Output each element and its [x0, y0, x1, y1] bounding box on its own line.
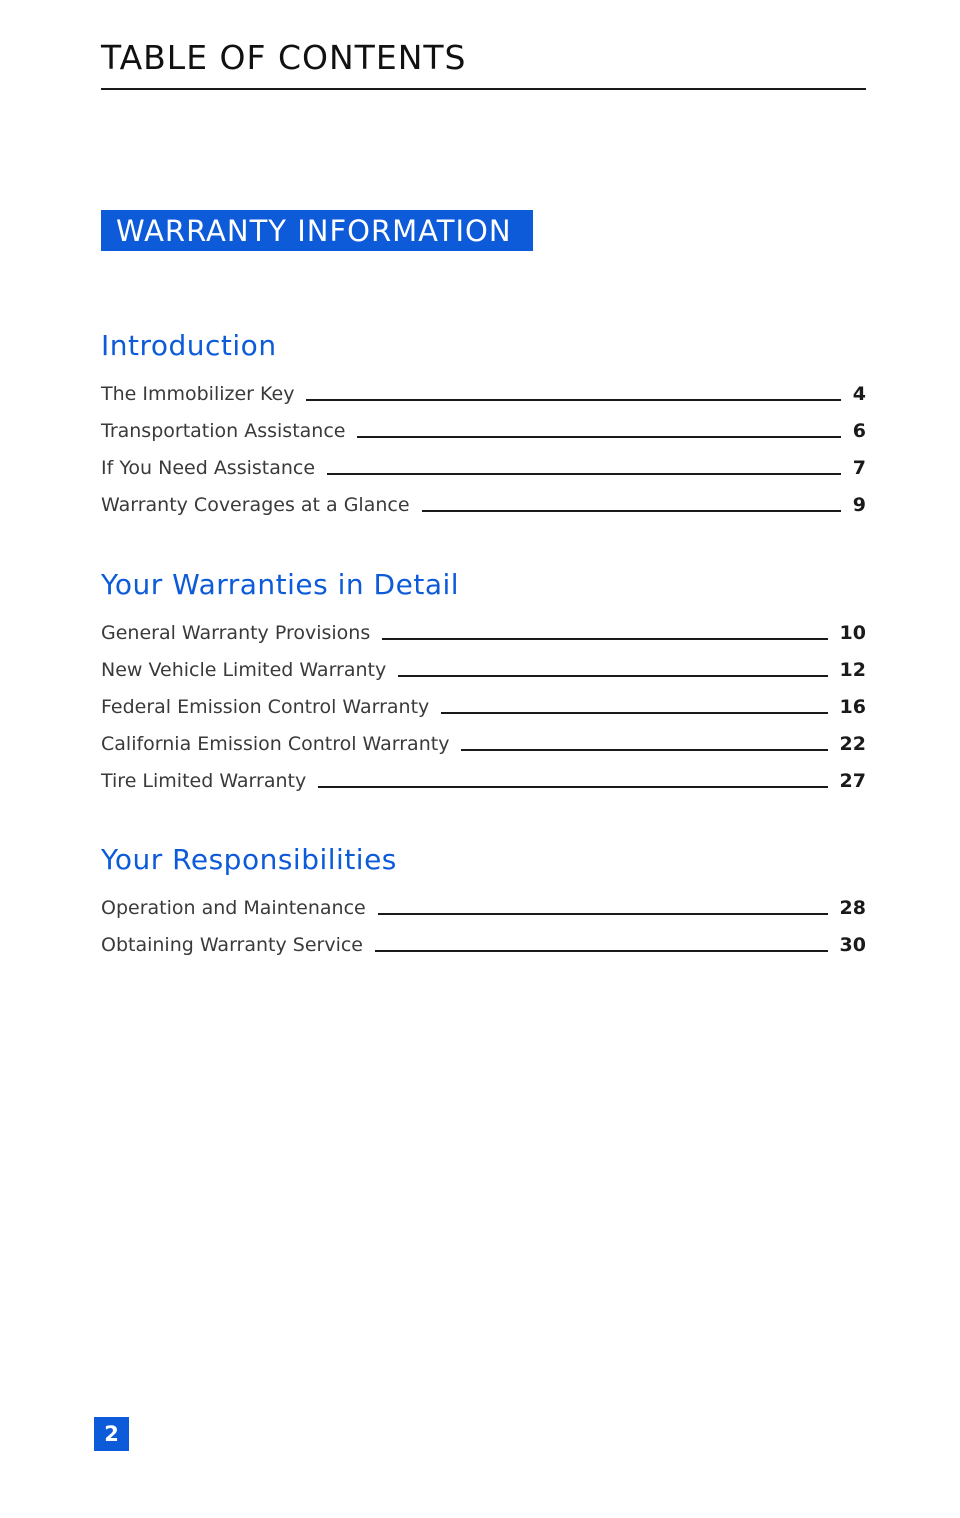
section-heading: Introduction: [101, 329, 277, 362]
section-heading: Your Responsibilities: [101, 843, 397, 876]
toc-entry-label: Warranty Coverages at a Glance: [101, 494, 410, 516]
toc-entry-page: 27: [839, 770, 866, 792]
toc-entry[interactable]: [101, 683, 866, 720]
toc-entry-label: The Immobilizer Key: [101, 383, 295, 405]
page-title: TABLE OF CONTENTS: [101, 38, 467, 77]
toc-leader-line: [422, 510, 841, 512]
toc-entry-label: California Emission Control Warranty: [101, 733, 450, 755]
toc-entry-label: General Warranty Provisions: [101, 622, 371, 644]
section-heading: Your Warranties in Detail: [101, 568, 460, 601]
toc-entry-label: Federal Emission Control Warranty: [101, 696, 430, 718]
toc-entry[interactable]: [101, 884, 866, 921]
toc-entry-page: 4: [852, 383, 866, 405]
toc-entry-page: 9: [852, 494, 866, 516]
toc-leader-line: [441, 712, 827, 714]
toc-leader-line: [378, 913, 828, 915]
toc-leader-line: [318, 786, 827, 788]
toc-leader-line: [382, 638, 827, 640]
section-banner: WARRANTY INFORMATION: [101, 210, 533, 251]
toc-entry-label: Obtaining Warranty Service: [101, 934, 363, 956]
toc-entry[interactable]: [101, 757, 866, 794]
toc-entry-page: 30: [839, 934, 866, 956]
toc-entry-label: Operation and Maintenance: [101, 897, 366, 919]
toc-section-responsibilities: [101, 840, 866, 958]
toc-entry[interactable]: [101, 444, 866, 481]
toc-entry-label: Transportation Assistance: [101, 420, 346, 442]
toc-leader-line: [398, 675, 827, 677]
toc-leader-line: [461, 749, 827, 751]
toc-leader-line: [306, 399, 840, 401]
toc-entry-label: New Vehicle Limited Warranty: [101, 659, 387, 681]
toc-entry-page: 6: [852, 420, 866, 442]
toc-entry[interactable]: [101, 921, 866, 958]
toc-entry-label: If You Need Assistance: [101, 457, 316, 479]
toc-entry-page: 7: [852, 457, 866, 479]
toc-entry[interactable]: [101, 481, 866, 518]
toc-entry-page: 10: [839, 622, 866, 644]
toc-entry[interactable]: [101, 370, 866, 407]
toc-entry[interactable]: [101, 407, 866, 444]
toc-entry[interactable]: [101, 646, 866, 683]
toc-section-introduction: [101, 326, 866, 518]
toc-entry-page: 28: [839, 897, 866, 919]
toc-entry[interactable]: [101, 609, 866, 646]
toc-leader-line: [375, 950, 828, 952]
title-divider: [101, 88, 866, 90]
toc-entry-page: 16: [839, 696, 866, 718]
toc-leader-line: [327, 473, 841, 475]
toc-entry-page: 22: [839, 733, 866, 755]
toc-section-warranties-in-detail: [101, 565, 866, 794]
toc-leader-line: [357, 436, 840, 438]
toc-entry[interactable]: [101, 720, 866, 757]
toc-entry-label: Tire Limited Warranty: [101, 770, 307, 792]
page-number-badge: 2: [94, 1417, 129, 1451]
toc-entry-page: 12: [839, 659, 866, 681]
